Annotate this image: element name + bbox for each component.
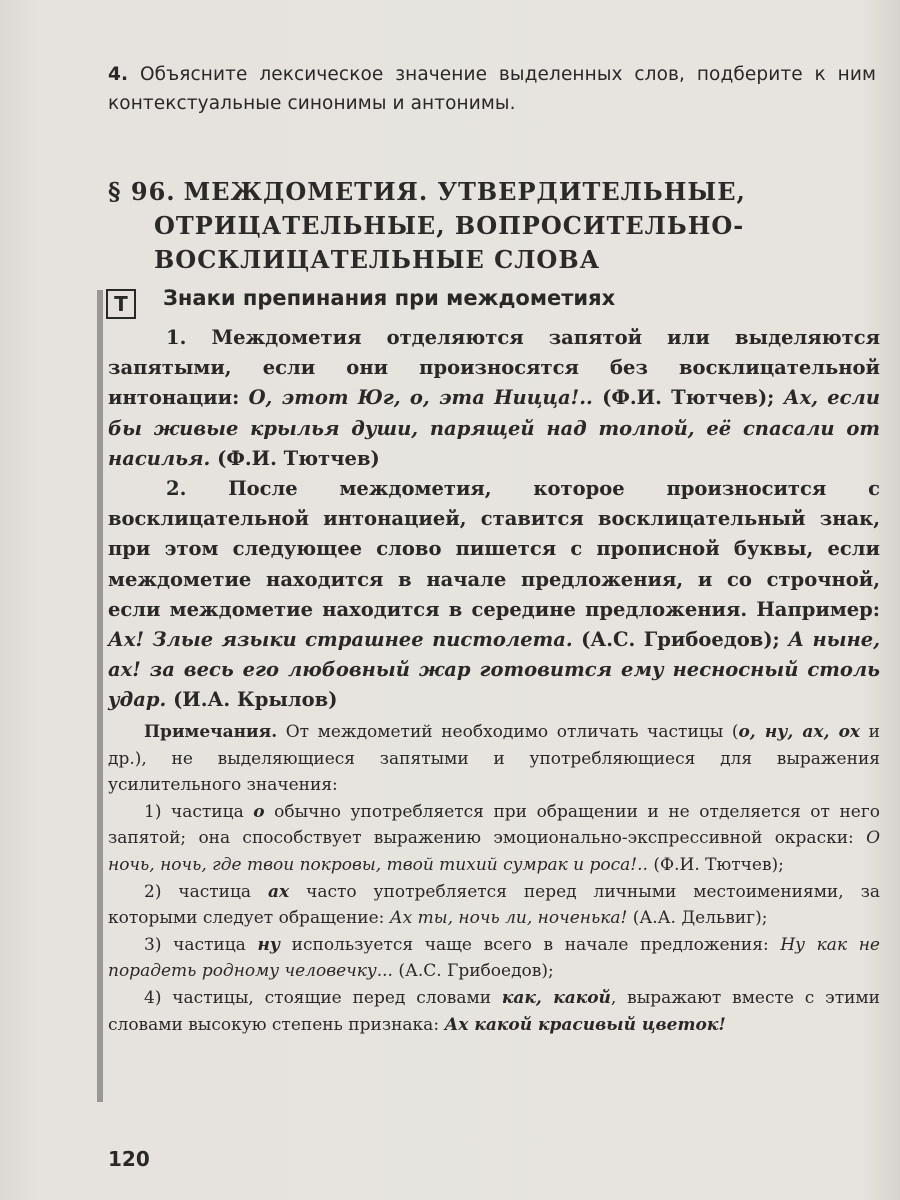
rule1-example1: О, этот Юг, о, эта Ницца!..: [248, 386, 593, 410]
notes-block: [108, 719, 880, 1038]
section-title-line3: ВОСКЛИЦАТЕЛЬНЫЕ СЛОВА: [154, 245, 601, 274]
theory-title: Знаки препинания при междометиях: [163, 286, 616, 310]
task-4: [108, 60, 876, 118]
theory-marker-icon: Т: [106, 289, 136, 319]
section-heading: [108, 175, 808, 277]
rule-2: 2. После междометия, которое произносится с восклицательной интонацией, ставится восклицательный знак, при этом следующее слово пишется с прописной буквы, если междометие находится в начале предложения, и со строчной, если междометие находится в середине предложения. Например: Ах! Злые языки страшнее пистолета. (А.С. Грибоедов); А ныне, ах! за весь его любовный жар готовится ему несносный столь удар. (И.А. Крылов): [108, 477, 881, 712]
theory-side-bar: [97, 290, 103, 1102]
note-4: 4) частицы, стоящие перед словами как, какой, выражают вместе с этими словами высокую степень признака: Ах какой красивый цветок!: [108, 987, 880, 1035]
section-title-line2: ОТРИЦАТЕЛЬНЫЕ, ВОПРОСИТЕЛЬНО-: [154, 211, 745, 240]
section-number: § 96.: [108, 177, 176, 206]
theory-rules: [108, 323, 880, 716]
note-1: 1) частица о обычно употребляется при обращении и не отделяется от него запятой; она способствует выражению эмоционально-экспрессивной окраски: О ночь, ночь, где твои покровы, твой тихий сумрак и роса!.. (Ф.И. Тютчев);: [108, 801, 880, 875]
rule2-example2: А ныне, ах! за весь его любовный жар готовится ему несносный столь удар.: [108, 628, 881, 712]
note-3: 3) частица ну используется чаще всего в начале предложения: Ну как не порадеть родному человечку... (А.С. Грибоедов);: [108, 934, 880, 982]
section-title-line1: МЕЖДОМЕТИЯ. УТВЕРДИТЕЛЬНЫЕ,: [183, 177, 746, 206]
task-text: Объясните лексическое значение выделенных слов, подберите к ним контекстуальные синонимы и антонимы.: [108, 64, 877, 114]
rule-1: 1. Междометия отделяются запятой или выделяются запятыми, если они произносятся без восклицательной интонации: О, этот Юг, о, эта Ницца!.. (Ф.И. Тютчев); Ах, если бы живые крылья души, парящей над толпой, её спасали от насилья. (Ф.И. Тютчев): [108, 326, 880, 470]
rule2-example1: Ах! Злые языки страшнее пистолета.: [108, 628, 573, 652]
task-number: 4.: [108, 64, 129, 85]
notes-intro: Примечания. От междометий необходимо отличать частицы (о, ну, ах, ох и др.), не выделяющиеся запятыми и употребляющиеся для выражения усилительного значения:: [108, 722, 880, 796]
rule1-example2: Ах, если бы живые крылья души, парящей над толпой, её спасали от насилья.: [108, 386, 880, 470]
page-number: 120: [108, 1147, 150, 1171]
note-2: 2) частица ах часто употребляется перед личными местоимениями, за которыми следует обращение: Ах ты, ночь ли, ноченька! (А.А. Дельвиг);: [108, 881, 880, 929]
